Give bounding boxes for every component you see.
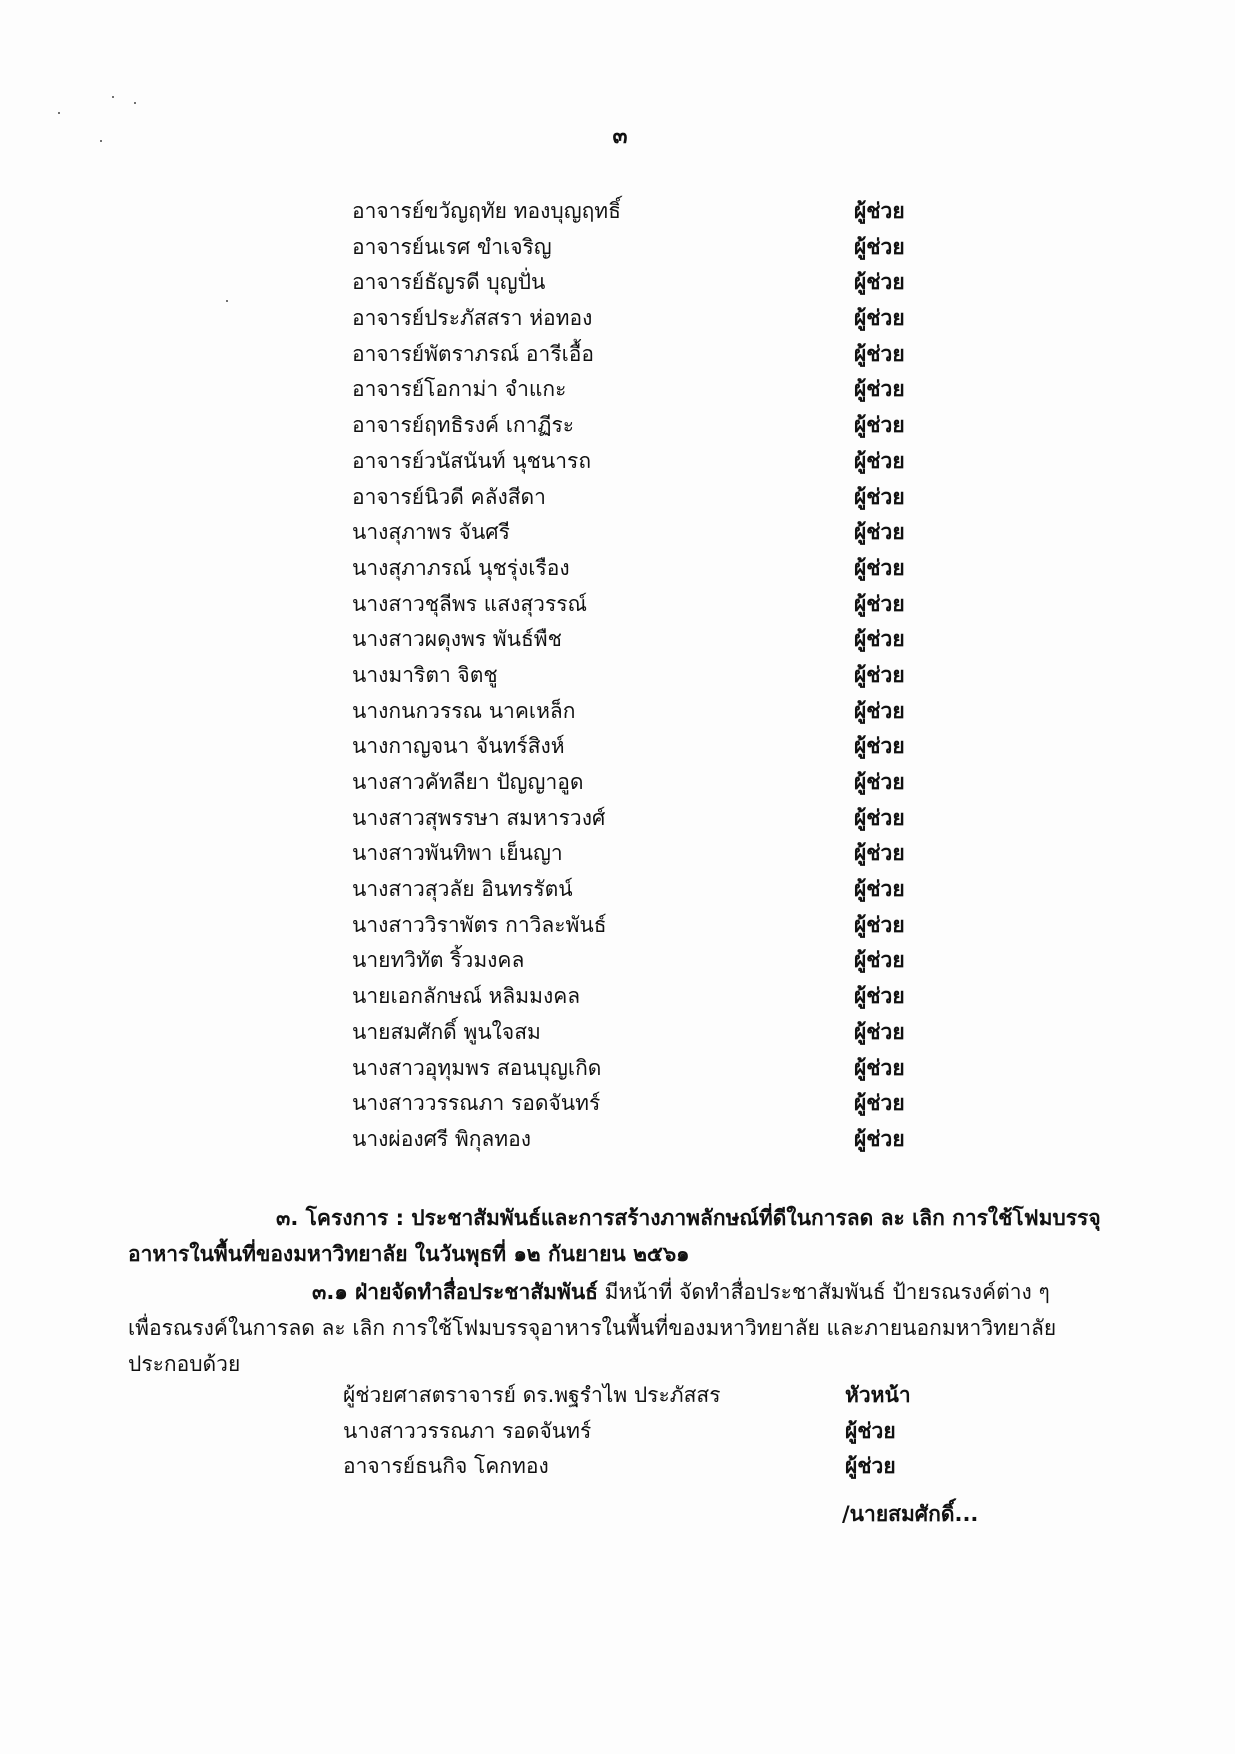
person-name: อาจารย์ประภัสสรา ห่อทอง bbox=[352, 306, 593, 331]
person-name: อาจารย์ธนกิจ โคกทอง bbox=[343, 1454, 549, 1479]
list-item bbox=[352, 908, 912, 944]
person-role: ผู้ช่วย bbox=[854, 1091, 905, 1116]
person-role: ผู้ช่วย bbox=[854, 234, 905, 259]
person-name: นางสุภาพร จันศรี bbox=[352, 520, 510, 545]
person-role: หัวหน้า bbox=[845, 1383, 911, 1407]
person-role: ผู้ช่วย bbox=[854, 841, 905, 866]
scan-speck bbox=[58, 112, 60, 114]
list-item bbox=[352, 1122, 912, 1158]
scan-speck bbox=[112, 96, 114, 98]
list-item bbox=[352, 1051, 912, 1087]
person-name: นางสาววิราพัตร กาวิละพันธ์ bbox=[352, 912, 607, 937]
list-item bbox=[352, 872, 912, 908]
list-item bbox=[352, 194, 912, 230]
person-role: ผู้ช่วย bbox=[854, 627, 905, 652]
person-role: ผู้ช่วย bbox=[854, 520, 905, 545]
list-item bbox=[352, 622, 912, 658]
page-number: ๓ bbox=[612, 124, 628, 149]
person-name: นางมาริตา จิตชู bbox=[352, 662, 498, 687]
person-name: นางสาวอุทุมพร สอนบุญเกิด bbox=[352, 1055, 602, 1080]
list-item bbox=[343, 1449, 963, 1485]
person-role: ผู้ช่วย bbox=[854, 1019, 905, 1044]
person-name: อาจารย์ขวัญฤทัย ทองบุญฤทธิ์ bbox=[352, 199, 621, 223]
person-name: ผู้ช่วยศาสตราจารย์ ดร.พฐรำไพ ประภัสสร bbox=[343, 1383, 721, 1407]
list-item bbox=[352, 1086, 912, 1122]
section-3-1-line1 bbox=[128, 1274, 1108, 1310]
list-item bbox=[352, 408, 912, 444]
continuation-marker: /นายสมศักดิ์... bbox=[842, 1502, 979, 1526]
person-role: ผู้ช่วย bbox=[854, 698, 905, 723]
list-item bbox=[352, 301, 912, 337]
person-role: ผู้ช่วย bbox=[854, 877, 905, 902]
person-role: ผู้ช่วย bbox=[854, 948, 905, 973]
person-role: ผู้ช่วย bbox=[854, 413, 905, 438]
list-item bbox=[352, 480, 912, 516]
list-item bbox=[352, 265, 912, 301]
person-name: นางสาวผดุงพร พันธ์พืช bbox=[352, 627, 562, 652]
person-name: อาจารย์ธัญรดี บุญปั่น bbox=[352, 270, 546, 295]
person-name: นางสาวพันทิพา เย็นญา bbox=[352, 841, 563, 866]
pr-team-list bbox=[343, 1378, 963, 1485]
list-item bbox=[352, 979, 912, 1015]
person-name: อาจารย์นิวดี คลังสีดา bbox=[352, 484, 546, 509]
person-role: ผู้ช่วย bbox=[854, 770, 905, 794]
person-role: ผู้ช่วย bbox=[845, 1454, 896, 1479]
person-role: ผู้ช่วย bbox=[854, 341, 905, 366]
person-role: ผู้ช่วย bbox=[854, 448, 905, 473]
person-role: ผู้ช่วย bbox=[854, 591, 905, 616]
person-name: นางกาญจนา จันทร์สิงห์ bbox=[352, 734, 565, 759]
person-role: ผู้ช่วย bbox=[854, 1055, 905, 1080]
person-name: นายทวิทัต ริ้วมงคล bbox=[352, 948, 525, 973]
scan-speck bbox=[134, 102, 136, 104]
section-3-heading bbox=[128, 1200, 1101, 1272]
person-name: นางสาวสุวลัย อินทรรัตน์ bbox=[352, 877, 573, 902]
person-name: อาจารย์โอกาม่า จำแกะ bbox=[352, 377, 567, 402]
list-item bbox=[352, 444, 912, 480]
person-role: ผู้ช่วย bbox=[854, 555, 905, 580]
person-role: ผู้ช่วย bbox=[845, 1418, 896, 1443]
list-item bbox=[352, 836, 912, 872]
person-name: นางสาวคัทลียา ปัญญาอูด bbox=[352, 770, 584, 794]
person-role: ผู้ช่วย bbox=[854, 805, 905, 830]
person-name: นางสาววรรณภา รอดจันทร์ bbox=[343, 1418, 592, 1443]
list-item bbox=[352, 515, 912, 551]
list-item bbox=[352, 372, 912, 408]
list-item bbox=[343, 1378, 963, 1414]
list-item bbox=[343, 1414, 963, 1450]
person-name: นางผ่องศรี พิกุลทอง bbox=[352, 1126, 531, 1151]
list-item bbox=[352, 587, 912, 623]
section-3-title-line1: ๓. โครงการ : ประชาสัมพันธ์และการสร้างภาพลักษณ์ที่ดีในการลด ละ เลิก การใช้โฟมบรรจุ bbox=[276, 1206, 1101, 1230]
person-name: นางสาวสุพรรษา สมหารวงศ์ bbox=[352, 805, 606, 830]
list-item bbox=[352, 801, 912, 837]
section-3-1-paragraph bbox=[128, 1274, 1108, 1382]
section-3-1-title: ๓.๑ ฝ่ายจัดทำสื่อประชาสัมพันธ์ bbox=[312, 1280, 598, 1304]
list-item bbox=[352, 694, 912, 730]
person-name: อาจารย์นเรศ ขำเจริญ bbox=[352, 234, 552, 259]
section-3-1-line2: เพื่อรณรงค์ในการลด ละ เลิก การใช้โฟมบรรจุอาหารในพื้นที่ของมหาวิทยาลัย และภายนอกมหาวิทยาลัย bbox=[128, 1316, 1057, 1340]
person-role: ผู้ช่วย bbox=[854, 662, 905, 687]
person-name: นางสาวชุลีพร แสงสุวรรณ์ bbox=[352, 591, 587, 616]
person-name: อาจารย์พัตราภรณ์ อารีเอื้อ bbox=[352, 341, 595, 366]
person-name: นางสาววรรณภา รอดจันทร์ bbox=[352, 1091, 601, 1116]
scan-speck bbox=[226, 300, 228, 302]
person-name: นางสุภาภรณ์ นุชรุ่งเรือง bbox=[352, 555, 570, 580]
list-item bbox=[352, 658, 912, 694]
list-item bbox=[352, 337, 912, 373]
scan-speck bbox=[100, 140, 102, 142]
assistant-list bbox=[352, 194, 912, 1158]
person-role: ผู้ช่วย bbox=[854, 377, 905, 402]
section-3-1-line1-rest: มีหน้าที่ จัดทำสื่อประชาสัมพันธ์ ป้ายรณรงค์ต่าง ๆ bbox=[598, 1280, 1050, 1304]
list-item bbox=[352, 1015, 912, 1051]
person-name: นางกนกวรรณ นาคเหล็ก bbox=[352, 698, 576, 723]
list-item bbox=[352, 551, 912, 587]
person-role: ผู้ช่วย bbox=[854, 1126, 905, 1151]
list-item bbox=[352, 943, 912, 979]
person-name: นายเอกลักษณ์ หลิมมงคล bbox=[352, 984, 581, 1009]
person-name: อาจารย์วนัสนันท์ นุชนารถ bbox=[352, 448, 592, 473]
person-role: ผู้ช่วย bbox=[854, 270, 905, 295]
person-name: อาจารย์ฤทธิรงค์ เกาฏีระ bbox=[352, 413, 575, 438]
person-name: นายสมศักดิ์ พูนใจสม bbox=[352, 1019, 541, 1044]
person-role: ผู้ช่วย bbox=[854, 984, 905, 1009]
section-3-1-line3: ประกอบด้วย bbox=[128, 1352, 241, 1376]
person-role: ผู้ช่วย bbox=[854, 484, 905, 509]
list-item bbox=[352, 230, 912, 266]
list-item bbox=[352, 765, 912, 801]
person-role: ผู้ช่วย bbox=[854, 306, 905, 331]
list-item bbox=[352, 729, 912, 765]
person-role: ผู้ช่วย bbox=[854, 199, 905, 223]
person-role: ผู้ช่วย bbox=[854, 912, 905, 937]
section-3-title-line2: อาหารในพื้นที่ของมหาวิทยาลัย ในวันพุธที่ ๑๒ กันยายน ๒๕๖๑ bbox=[128, 1242, 690, 1266]
person-role: ผู้ช่วย bbox=[854, 734, 905, 759]
